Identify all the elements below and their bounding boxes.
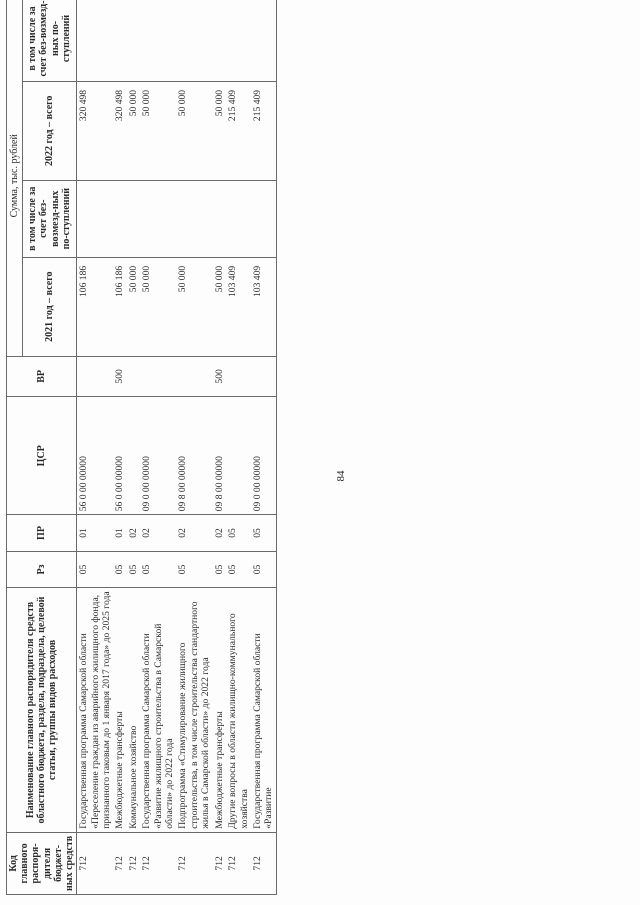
cell-csr: 09 0 00 00000	[251, 397, 276, 515]
cell-2022-nonrepayable	[127, 0, 140, 81]
header-2021-total: 2021 год – всего	[23, 257, 77, 356]
header-2021-nonrepayable: в том числе за счет без-возмезд-ных по-ступлений	[23, 180, 77, 257]
cell-2021-nonrepayable	[213, 180, 226, 257]
cell-pr: 02	[140, 515, 176, 551]
budget-table	[6, 0, 277, 895]
cell-csr: 56 0 00 00000	[113, 397, 126, 515]
cell-2022-nonrepayable	[213, 0, 226, 81]
cell-2021-nonrepayable	[140, 180, 176, 257]
cell-2022-nonrepayable	[226, 0, 251, 81]
cell-vr	[77, 356, 114, 397]
cell-2022-nonrepayable	[251, 0, 276, 81]
cell-vr: 500	[213, 356, 226, 397]
header-name: Наименование главного распорядителя средств областного бюджета, раздела, подраздела, целевой статьи, группы видов расходов	[7, 588, 77, 833]
page-number: 84	[335, 470, 347, 482]
cell-2021-total: 103 409	[251, 257, 276, 356]
cell-code: 712	[77, 832, 114, 894]
cell-2022-nonrepayable	[77, 0, 114, 81]
cell-code: 712	[140, 832, 176, 894]
cell-vr	[140, 356, 176, 397]
cell-name: Коммунальное хозяйство	[127, 588, 140, 833]
table-row	[226, 0, 251, 895]
cell-2022-nonrepayable	[113, 0, 126, 81]
cell-rz: 05	[140, 551, 176, 587]
cell-csr	[127, 397, 140, 515]
table-header	[7, 0, 77, 895]
table-body	[77, 0, 277, 895]
cell-name: Государственная программа Самарской области «Переселение граждан из аварийного жилищного фонда, признанного таковым до 1 января 2017 года» до 2025 года	[77, 588, 114, 833]
header-vr: ВР	[7, 356, 77, 397]
cell-2021-total: 106 186	[77, 257, 114, 356]
header-pr: ПР	[7, 515, 77, 551]
cell-rz: 05	[176, 551, 212, 587]
cell-rz: 05	[77, 551, 114, 587]
table-row	[113, 0, 126, 895]
cell-2021-total: 50 000	[140, 257, 176, 356]
cell-2022-total: 320 498	[113, 81, 126, 180]
header-code: Код главного распоря-дителя бюджет-ных средств	[7, 832, 77, 894]
cell-2022-nonrepayable	[140, 0, 176, 81]
cell-2022-total: 50 000	[176, 81, 212, 180]
cell-vr: 500	[113, 356, 126, 397]
cell-2021-total: 50 000	[176, 257, 212, 356]
cell-code: 712	[127, 832, 140, 894]
cell-name: Государственная программа Самарской области «Развитие	[251, 588, 276, 833]
header-2022-total: 2022 год – всего	[23, 81, 77, 180]
cell-2021-nonrepayable	[77, 180, 114, 257]
cell-name: Государственная программа Самарской области «Развитие жилищного строительства в Самарской области» до 2022 года	[140, 588, 176, 833]
header-rz: Рз	[7, 551, 77, 587]
cell-rz: 05	[226, 551, 251, 587]
cell-2021-total: 103 409	[226, 257, 251, 356]
cell-2021-nonrepayable	[127, 180, 140, 257]
cell-pr: 05	[226, 515, 251, 551]
cell-rz: 05	[251, 551, 276, 587]
cell-2021-total: 50 000	[127, 257, 140, 356]
cell-2021-total: 50 000	[213, 257, 226, 356]
cell-csr: 56 0 00 00000	[77, 397, 114, 515]
table-row	[251, 0, 276, 895]
cell-2022-total: 320 498	[77, 81, 114, 180]
cell-2022-total: 50 000	[213, 81, 226, 180]
cell-2021-nonrepayable	[176, 180, 212, 257]
cell-name: Другие вопросы в области жилищно-коммунального хозяйства	[226, 588, 251, 833]
header-2022-nonrepayable: в том числе за счет без-возмезд-ных по-ступлений	[23, 0, 77, 81]
cell-code: 712	[176, 832, 212, 894]
cell-code: 712	[213, 832, 226, 894]
cell-name: Межбюджетные трансферты	[113, 588, 126, 833]
cell-name: Подпрограмма «Стимулирование жилищного строительства, в том числе строительства стандартного жилья в Самарской области» до 2022 года	[176, 588, 212, 833]
cell-code: 712	[251, 832, 276, 894]
cell-pr: 02	[176, 515, 212, 551]
cell-rz: 05	[127, 551, 140, 587]
cell-2021-nonrepayable	[113, 180, 126, 257]
cell-vr	[176, 356, 212, 397]
cell-pr: 01	[77, 515, 114, 551]
table-row	[127, 0, 140, 895]
table-row	[213, 0, 226, 895]
cell-2022-nonrepayable	[176, 0, 212, 81]
header-csr: ЦСР	[7, 397, 77, 515]
table-row	[77, 0, 114, 895]
cell-pr: 05	[251, 515, 276, 551]
cell-2021-nonrepayable	[226, 180, 251, 257]
cell-csr: 09 0 00 00000	[140, 397, 176, 515]
cell-rz: 05	[213, 551, 226, 587]
cell-code: 712	[113, 832, 126, 894]
cell-2022-total: 215 409	[251, 81, 276, 180]
cell-2022-total: 215 409	[226, 81, 251, 180]
cell-name: Межбюджетные трансферты	[213, 588, 226, 833]
cell-vr	[251, 356, 276, 397]
header-sum-group: Сумма, тыс. рублей	[7, 0, 23, 356]
cell-code: 712	[226, 832, 251, 894]
cell-2022-total: 50 000	[127, 81, 140, 180]
cell-2021-total: 106 186	[113, 257, 126, 356]
cell-csr: 09 8 00 00000	[213, 397, 226, 515]
cell-pr: 02	[213, 515, 226, 551]
cell-2021-nonrepayable	[251, 180, 276, 257]
cell-csr	[226, 397, 251, 515]
cell-pr: 01	[113, 515, 126, 551]
cell-vr	[127, 356, 140, 397]
cell-rz: 05	[113, 551, 126, 587]
cell-csr: 09 8 00 00000	[176, 397, 212, 515]
cell-pr: 02	[127, 515, 140, 551]
cell-2022-total: 50 000	[140, 81, 176, 180]
table-row	[140, 0, 176, 895]
table-row	[176, 0, 212, 895]
cell-vr	[226, 356, 251, 397]
